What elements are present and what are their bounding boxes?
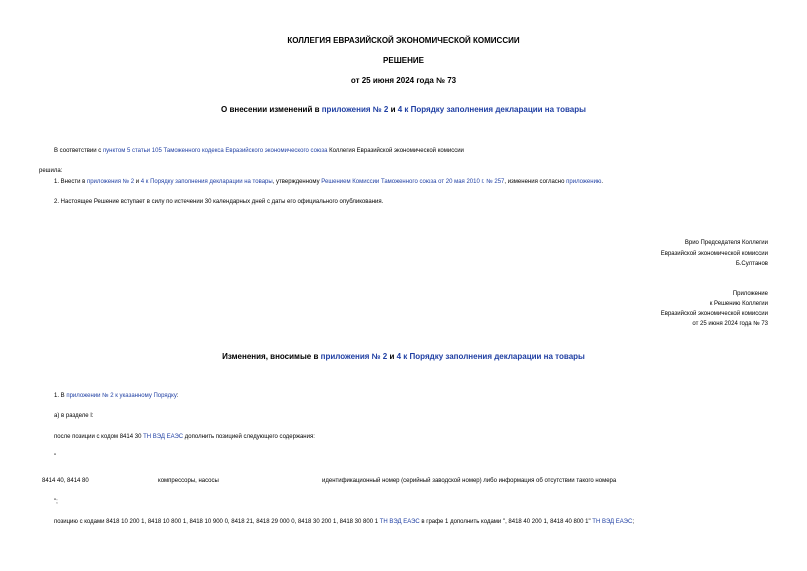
changes-p4-text: позицию с кодами 8418 10 200 1, 8418 10 800 1, 8418 10 900 0, 8418 21, 8418 29 000 0, 8418 30 200 1, 8418 30 800 1 <box>54 519 380 525</box>
changes-p3-text: после позиции с кодом 8414 30 <box>54 434 144 440</box>
appendix-decision: к Решению Коллегии <box>709 301 768 307</box>
quote-open: " <box>54 454 57 460</box>
changes-p1-text: 1. В <box>54 393 67 399</box>
changes-p4-link-tnved-2[interactable]: ТН ВЭД ЕАЭС <box>592 519 633 525</box>
changes-p4 <box>54 519 634 525</box>
changes-subitem-a: а) в разделе I: <box>54 413 94 419</box>
appendix-org: Евразийской экономической комиссии <box>660 311 768 317</box>
signature-org: Евразийской экономической комиссии <box>660 251 768 257</box>
decision-item-2: 2. Настоящее Решение вступает в силу по истечении 30 календарных дней с даты его официального опубликования. <box>54 199 384 205</box>
decision-title <box>0 105 807 114</box>
title-text-and: и <box>388 105 398 114</box>
changes-p1-link[interactable]: приложении № 2 к указанному Порядку <box>66 393 177 399</box>
item1-link-appendix[interactable]: приложению <box>566 179 602 185</box>
changes-p3 <box>54 434 315 440</box>
appendix-date: от 25 июня 2024 года № 73 <box>692 321 768 327</box>
title-text: О внесении изменений в <box>221 105 322 114</box>
changes-title <box>0 352 807 361</box>
title-link-appendix-4[interactable]: 4 к Порядку заполнения декларации на товары <box>397 105 586 114</box>
preamble-text: В соответствии с <box>54 148 103 154</box>
changes-p4-link-tnved-1[interactable]: ТН ВЭД ЕАЭС <box>379 519 420 525</box>
item1-text: 1. Внести в <box>54 179 87 185</box>
item1-text-end: . <box>601 179 604 185</box>
table-cell-description: идентификационный номер (серийный заводской номер) либо информация об отсутствии такого номера <box>322 478 617 484</box>
changes-title-text: Изменения, вносимые в <box>222 352 321 361</box>
changes-item-1 <box>54 393 179 399</box>
changes-p3-link-tnved[interactable]: ТН ВЭД ЕАЭС <box>143 434 184 440</box>
title-link-appendix-2[interactable]: приложения № 2 <box>321 105 389 114</box>
preamble <box>54 148 464 154</box>
changes-title-link-appendix-2[interactable]: приложения № 2 <box>320 352 388 361</box>
changes-p4-end: ; <box>632 519 634 525</box>
changes-p4-text-mid: в графе 1 дополнить кодами ", 8418 40 200 1, 8418 40 800 1" <box>419 519 593 525</box>
item1-text-approved: , утвержденному <box>272 179 322 185</box>
signature-name: Б.Султанов <box>735 261 768 267</box>
table-cell-name: компрессоры, насосы <box>158 478 219 484</box>
preamble-link-customs-code[interactable]: пунктом 5 статьи 105 Таможенного кодекса Евразийского экономического союза <box>102 148 328 154</box>
changes-title-text-and: и <box>387 352 397 361</box>
changes-p1-end: : <box>176 393 179 399</box>
item1-link-appendix-4[interactable]: 4 к Порядку заполнения декларации на товары <box>140 179 273 185</box>
changes-p3-end: дополнить позицией следующего содержания: <box>183 434 315 440</box>
resolved-label: решила: <box>39 168 63 174</box>
quote-close: "; <box>54 499 58 505</box>
doc-date-number: от 25 июня 2024 года № 73 <box>350 76 457 85</box>
appendix-label: Приложение <box>732 291 768 297</box>
table-cell-code: 8414 40, 8414 80 <box>42 478 89 484</box>
changes-title-link-appendix-4[interactable]: 4 к Порядку заполнения декларации на товары <box>396 352 585 361</box>
decision-item-1 <box>54 179 603 185</box>
preamble-text-end: Коллегия Евразийской экономической комиссии <box>327 148 464 154</box>
item1-text-changes: , изменения согласно <box>504 179 567 185</box>
doc-type: РЕШЕНИЕ <box>383 56 424 65</box>
item1-text-and: и <box>134 179 141 185</box>
signature-title: Врио Председателя Коллегии <box>684 240 768 246</box>
item1-link-appendix-2[interactable]: приложения № 2 <box>86 179 135 185</box>
org-name: КОЛЛЕГИЯ ЕВРАЗИЙСКОЙ ЭКОНОМИЧЕСКОЙ КОМИССИИ <box>287 36 520 45</box>
item1-link-decision-257[interactable]: Решением Комиссии Таможенного союза от 20 мая 2010 г. № 257 <box>321 179 505 185</box>
